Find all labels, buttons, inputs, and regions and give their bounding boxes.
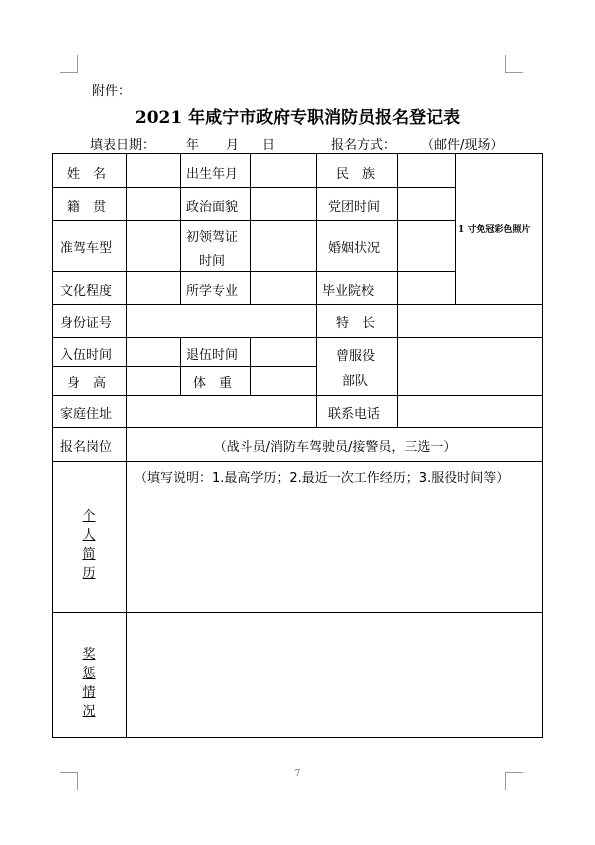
crop-mark (505, 72, 523, 73)
signup-method-label: 报名方式： (331, 138, 397, 153)
col-divider (316, 304, 317, 337)
crop-mark (77, 55, 78, 73)
col-divider (180, 337, 181, 395)
col-divider (397, 395, 398, 427)
row-divider (52, 187, 456, 188)
col-divider (316, 395, 317, 427)
label-first-license-time: 时间 (199, 254, 226, 269)
label-political-status: 政治面貌 (186, 200, 239, 215)
fill-date-day: 日 (262, 138, 276, 153)
col-divider (397, 153, 398, 304)
page-title: 2021 年咸宁市政府专职消防员报名登记表 (134, 108, 461, 128)
fill-date-label: 填表日期： (90, 138, 156, 153)
label-height: 身 高 (67, 376, 107, 391)
label-id-number: 身份证号 (60, 316, 113, 331)
resume-instructions: （填写说明：1.最高学历；2.最近一次工作经历；3.服役时间等） (134, 471, 510, 486)
attachment-label: 附件： (92, 84, 132, 99)
label-education: 文化程度 (60, 284, 113, 299)
photo-placeholder-label: 1 寸免冠彩色照片 (458, 225, 531, 235)
row-divider (52, 220, 456, 221)
label-marital-status: 婚姻状况 (328, 241, 381, 256)
position-options: （战斗员/消防车驾驶员/接警员，三选一） (213, 440, 457, 455)
label-license-type: 准驾车型 (60, 241, 113, 256)
label-position: 报名岗位 (60, 440, 113, 455)
label-first-license: 初领驾证 (186, 230, 239, 245)
fill-date-year: 年 (186, 138, 200, 153)
label-name: 姓 名 (67, 167, 107, 182)
label-birth: 出生年月 (186, 167, 239, 182)
row-divider (52, 271, 456, 272)
label-major: 所学专业 (186, 284, 239, 299)
signup-method-options: （邮件/现场） (421, 138, 504, 153)
label-awards-punishments: 奖 惩 情 况 (82, 647, 96, 719)
label-weight: 体 重 (193, 376, 233, 391)
crop-mark (505, 55, 506, 73)
row-divider (52, 366, 316, 367)
label-enlist-time: 入伍时间 (60, 348, 113, 363)
label-phone: 联系电话 (328, 407, 381, 422)
label-party-time: 党团时间 (328, 200, 381, 215)
col-divider (316, 153, 317, 304)
col-divider (250, 153, 251, 304)
fill-date-month: 月 (226, 138, 240, 153)
crop-mark (60, 72, 78, 73)
col-divider (316, 337, 317, 395)
label-served-unit-line2: 部队 (342, 374, 369, 389)
col-divider (250, 337, 251, 395)
label-address: 家庭住址 (60, 407, 113, 422)
label-resume: 个 人 简 历 (82, 509, 96, 581)
col-divider (455, 153, 456, 304)
col-divider (397, 337, 398, 395)
label-school: 毕业院校 (322, 284, 375, 299)
label-specialty: 特 长 (336, 316, 376, 331)
label-discharge-time: 退伍时间 (186, 348, 239, 363)
page-number: 7 (294, 769, 301, 779)
col-divider (180, 153, 181, 304)
label-origin: 籍 贯 (67, 200, 107, 215)
label-served-unit: 曾服役 (336, 349, 376, 364)
label-ethnicity: 民 族 (336, 167, 376, 182)
col-divider (397, 304, 398, 337)
